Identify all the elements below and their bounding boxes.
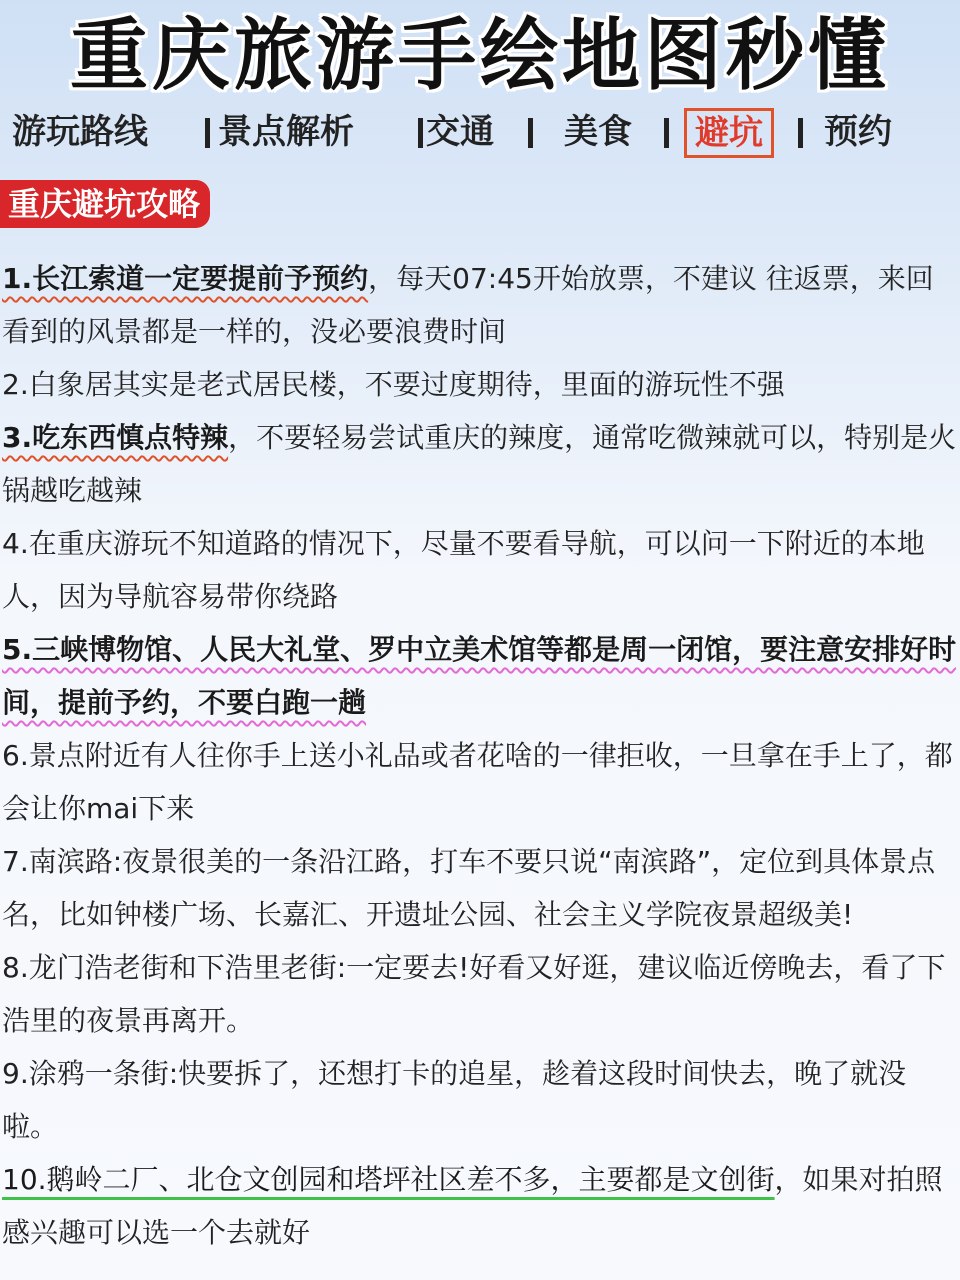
tip-item [2,729,960,835]
nav-separator [205,118,210,148]
category-nav [0,104,960,160]
nav-item-booking[interactable]: 预约 [824,112,892,152]
nav-item-food[interactable]: 美食 [564,112,632,152]
tip-item [2,1047,960,1153]
tip-text: 6.景点附近有人往你手上送小礼品或者花啥的一律拒收，一旦拿在手上了，都会让你mai下来 [2,739,953,825]
tip-text: 7.南滨路:夜景很美的一条沿江路，打车不要只说“南滨路”，定位到具体景点名，比如钟楼广场、长嘉汇、开遗址公园、社会主义学院夜景超级美! [2,845,936,931]
tips-list [2,252,960,1259]
nav-separator [528,118,533,148]
page-title: 重庆旅游手绘地图秒懂 [69,11,890,101]
nav-item-transport[interactable]: 交通 [426,112,494,152]
tip-item [2,623,960,729]
tip-item [2,1153,960,1259]
nav-separator [664,118,669,148]
nav-item-routes[interactable]: 游玩路线 [12,112,148,152]
tip-item [2,941,960,1047]
tip-text: ，不要轻易尝试重庆的辣度，通常吃微辣就可以，特别是火锅越吃越辣 [2,421,957,507]
tip-highlight: 5.三峡博物馆、人民大礼堂、罗中立美术馆等都是周一闭馆，要注意安排好时间，提前予约，不要白跑一趟 [2,633,957,719]
tip-highlight: 1.长江索道一定要提前予预约 [2,262,369,295]
section-badge: 重庆避坑攻略 [0,180,210,228]
tip-text: 4.在重庆游玩不知道路的情况下，尽量不要看导航，可以问一下附近的本地人，因为导航容易带你绕路 [2,527,925,613]
tip-item [2,517,960,623]
tip-item [2,252,960,358]
tip-text: ，如果对拍照感兴趣可以选一个去就好 [2,1163,943,1249]
nav-separator [418,118,423,148]
tip-text: 9.涂鸦一条街:快要拆了，还想打卡的追星，趁着这段时间快去，晚了就没啦。 [2,1057,907,1143]
tip-text: ，每天07:45开始放票，不建议 往返票，来回看到的风景都是一样的，没必要浪费时间 [2,262,934,348]
tip-highlight: 10.鹅岭二厂、北仓文创园和塔坪社区差不多，主要都是文创街 [2,1163,775,1196]
tip-highlight: 3.吃东西慎点特辣 [2,421,229,454]
nav-separator [798,118,803,148]
tip-item [2,835,960,941]
tip-text: 8.龙门浩老街和下浩里老街:一定要去!好看又好逛，建议临近傍晚去，看了下浩里的夜景再离开。 [2,951,946,1037]
tip-item [2,411,960,517]
nav-item-attractions[interactable]: 景点解析 [218,112,354,152]
tip-text: 2.白象居其实是老式居民楼，不要过度期待，里面的游玩性不强 [2,368,785,401]
tip-item [2,358,960,411]
nav-item-pitfalls[interactable]: 避坑 [684,108,774,158]
